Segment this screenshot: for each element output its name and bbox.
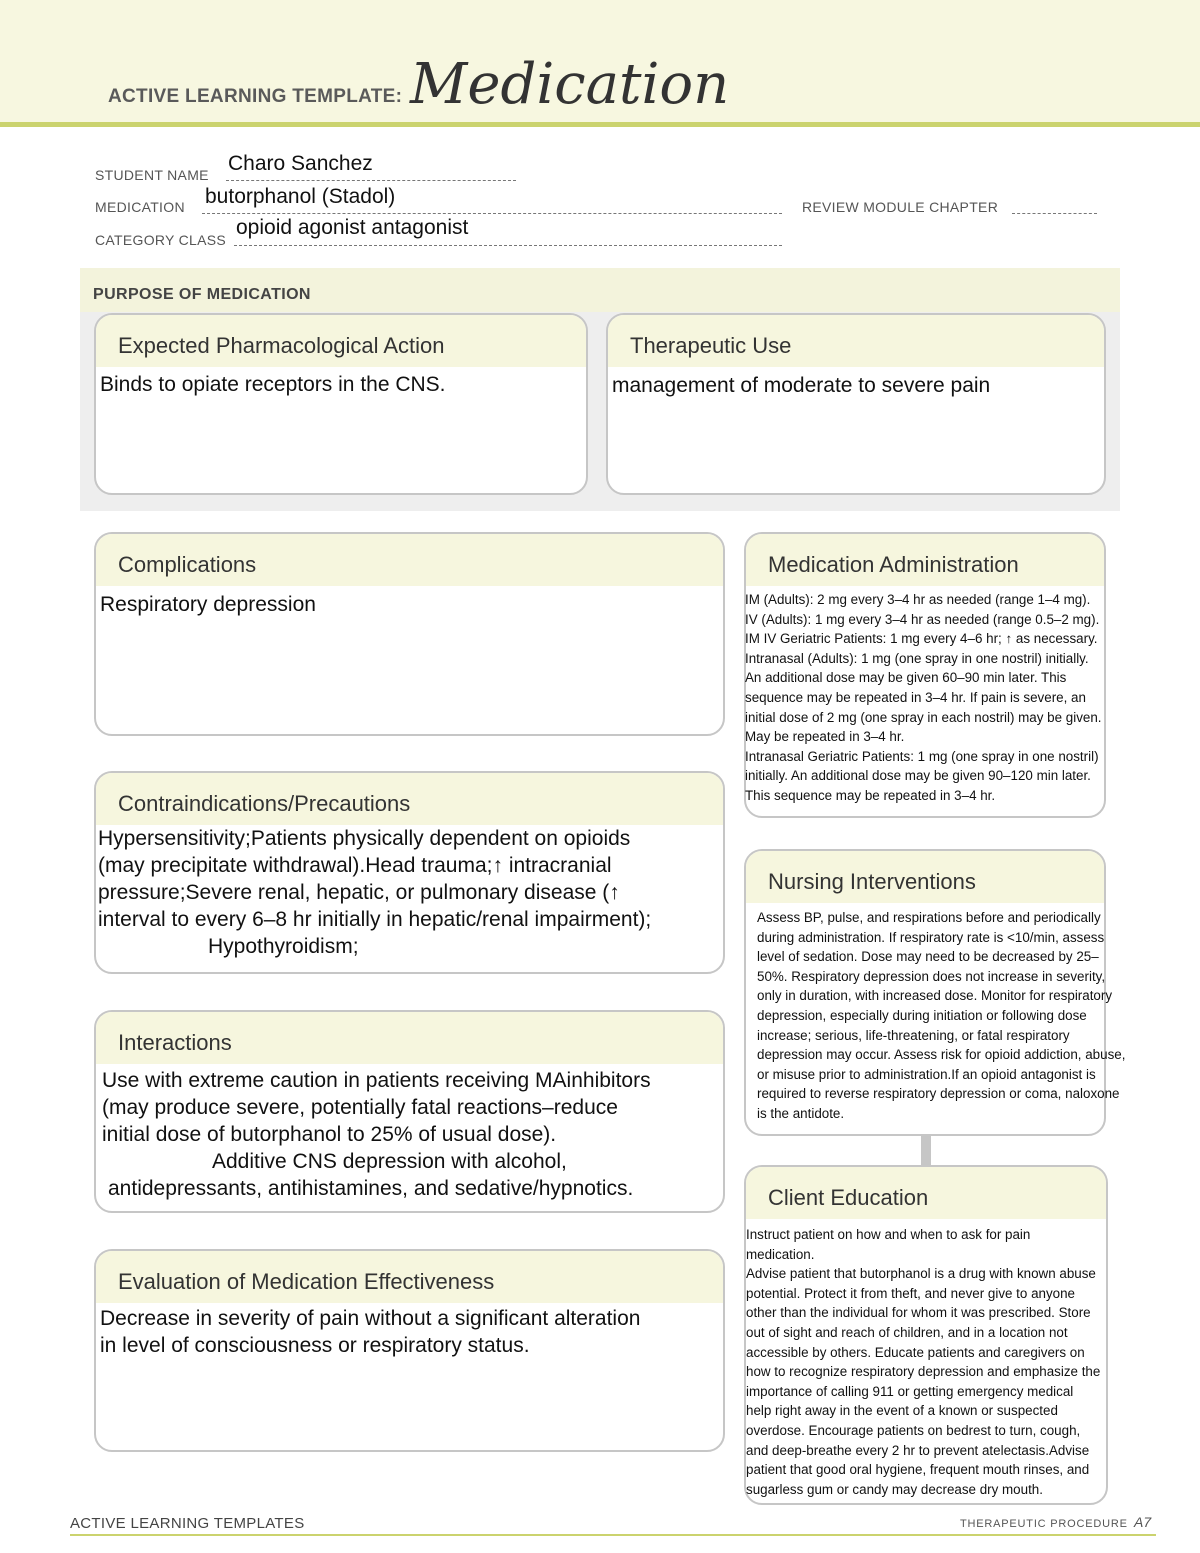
therapeutic-use-text[interactable]: management of moderate to severe pain [612,374,991,397]
nursing-text[interactable] [757,908,1197,1124]
contraindications-box [94,771,725,974]
student-name-line [226,180,516,181]
therapeutic-use-title: Therapeutic Use [630,333,792,358]
interactions-line: Use with extreme caution in patients receiving MAinhibitors [102,1069,651,1092]
administration-line: IM (Adults): 2 mg every 3–4 hr as needed (range 1–4 mg). [745,592,1091,607]
administration-line: May be repeated in 3–4 hr. [745,729,905,745]
student-name-label: STUDENT NAME [95,167,209,183]
interactions-line: initial dose of butorphanol to 25% of usual dose). [102,1123,557,1146]
administration-line: IV (Adults): 1 mg every 3–4 hr as needed (range 0.5–2 mg). [745,611,1100,627]
client-education-line: importance of calling 911 or getting emergency medical [746,1383,1074,1399]
review-module-label: REVIEW MODULE CHAPTER [802,199,999,215]
review-module-field[interactable] [1012,213,1097,214]
interactions-text[interactable] [102,1067,722,1202]
evaluation-line: in level of consciousness or respiratory status. [100,1334,530,1357]
medication-line [202,213,782,214]
nursing-line: increase; serious, life-threatening, or fatal respiratory [757,1027,1070,1043]
client-education-line: patient that good oral hygiene, frequent mouth rinses, and [746,1462,1090,1478]
administration-line: An additional dose may be given 60–90 min later. This [745,670,1067,686]
nursing-line: 50%. Respiratory depression does not increase in severity, [757,968,1106,984]
student-name-field[interactable]: Charo Sanchez [228,152,373,175]
contraindications-line: (may precipitate withdrawal).Head trauma;↑ intracranial [98,854,612,877]
evaluation-title: Evaluation of Medication Effectiveness [118,1269,495,1294]
footer-rule [70,1534,1156,1536]
expected-action-box [94,313,588,495]
client-education-line: overdose. Encourage patients on bedrest to turn, cough, [746,1422,1081,1438]
medication-label: MEDICATION [95,199,185,215]
nursing-line: during administration. If respiratory rate is <10/min, assess [757,929,1105,945]
footer-left-label: ACTIVE LEARNING TEMPLATES [70,1515,305,1532]
contraindications-line: Hypersensitivity;Patients physically dependent on opioids [98,827,631,850]
category-class-line [234,245,782,246]
interactions-line: antidepressants, antihistamines, and sedative/hypnotics. [108,1177,634,1200]
expected-action-text[interactable]: Binds to opiate receptors in the CNS. [100,373,446,396]
therapeutic-use-box [606,313,1106,495]
nursing-line: level of sedation. Dose may need to be decreased by 25– [757,949,1099,965]
complications-title: Complications [118,552,257,577]
interactions-line: (may produce severe, potentially fatal reactions–reduce [102,1096,618,1119]
nursing-line: or misuse prior to administration.If an opioid antagonist is [757,1066,1096,1082]
contraindications-line: interval to every 6–8 hr initially in hepatic/renal impairment); [98,908,652,931]
complications-box [94,532,725,736]
administration-line: sequence may be repeated in 3–4 hr. If pain is severe, an [745,689,1086,705]
administration-title: Medication Administration [768,552,1019,577]
client-education-line: and deep-breathe every 2 hr to prevent atelectasis.Advise [746,1442,1090,1458]
template-name: Medication [410,52,730,117]
administration-text[interactable] [745,590,1175,806]
complications-text[interactable]: Respiratory depression [100,593,316,616]
administration-line: initial dose of 2 mg (one spray in each nostril) may be given. [745,709,1102,725]
evaluation-line: Decrease in severity of pain without a significant alteration [100,1307,641,1330]
page-number: A7 [1134,1514,1152,1530]
header-rule [0,122,1200,127]
administration-line: initially. An additional dose may be given 90–120 min later. [745,768,1091,784]
nursing-line: Assess BP, pulse, and respirations before and periodically [757,910,1101,925]
client-education-line: out of sight and reach of children, and in a location not [746,1324,1068,1340]
template-label: ACTIVE LEARNING TEMPLATE: [108,86,403,107]
client-education-line: how to recognize respiratory depression and emphasize the [746,1364,1101,1380]
administration-line: Intranasal (Adults): 1 mg (one spray in one nostril) initially. [745,650,1089,666]
contraindications-text[interactable] [98,825,723,960]
nursing-line: only in duration, with increased dose. Monitor for respiratory [757,988,1113,1004]
contraindications-title: Contraindications/Precautions [118,791,411,816]
contraindications-line: Hypothyroidism; [208,935,359,958]
category-class-field[interactable]: opioid agonist antagonist [236,216,469,239]
client-education-line: medication. [746,1246,815,1262]
client-education-line: potential. Protect it from theft, and never give to anyone [746,1285,1076,1301]
purpose-title: PURPOSE OF MEDICATION [93,286,311,303]
client-education-line: Instruct patient on how and when to ask for pain [746,1227,1031,1242]
evaluation-text[interactable] [100,1305,720,1359]
administration-line: This sequence may be repeated in 3–4 hr. [745,787,996,803]
client-education-line: Advise patient that butorphanol is a drug with known abuse [746,1266,1096,1282]
administration-line: Intranasal Geriatric Patients: 1 mg (one spray in one nostril) [745,748,1099,764]
interactions-title: Interactions [118,1030,232,1055]
client-education-line: other than the individual for whom it was prescribed. Store [746,1305,1091,1321]
interactions-line: Additive CNS depression with alcohol, [212,1150,567,1173]
category-class-label: CATEGORY CLASS [95,232,227,248]
nursing-line: required to reverse respiratory depression or coma, naloxone [757,1086,1120,1102]
client-education-text[interactable] [746,1225,1176,1499]
client-education-line: sugarless gum or candy may decrease dry mouth. [746,1481,1043,1497]
client-education-line: help right away in the event of a known or suspected [746,1403,1058,1419]
nursing-line: depression, especially during initiation or following dose [757,1007,1087,1023]
nursing-line: is the antidote. [757,1105,845,1121]
nursing-line: depression may occur. Assess risk for opioid addiction, abuse, [757,1047,1126,1063]
box-connector [921,1135,931,1165]
expected-action-title: Expected Pharmacological Action [118,333,445,358]
evaluation-box [94,1249,725,1452]
footer-right-label: THERAPEUTIC PROCEDURE [960,1518,1128,1530]
medication-field[interactable]: butorphanol (Stadol) [205,185,396,208]
client-education-title: Client Education [768,1185,929,1210]
nursing-title: Nursing Interventions [768,869,976,894]
client-education-line: accessible by others. Educate patients and caregivers on [746,1344,1085,1360]
administration-line: IM IV Geriatric Patients: 1 mg every 4–6 hr; ↑ as necessary. [745,631,1098,647]
contraindications-line: pressure;Severe renal, hepatic, or pulmonary disease (↑ [98,881,620,904]
interactions-box [94,1010,725,1213]
